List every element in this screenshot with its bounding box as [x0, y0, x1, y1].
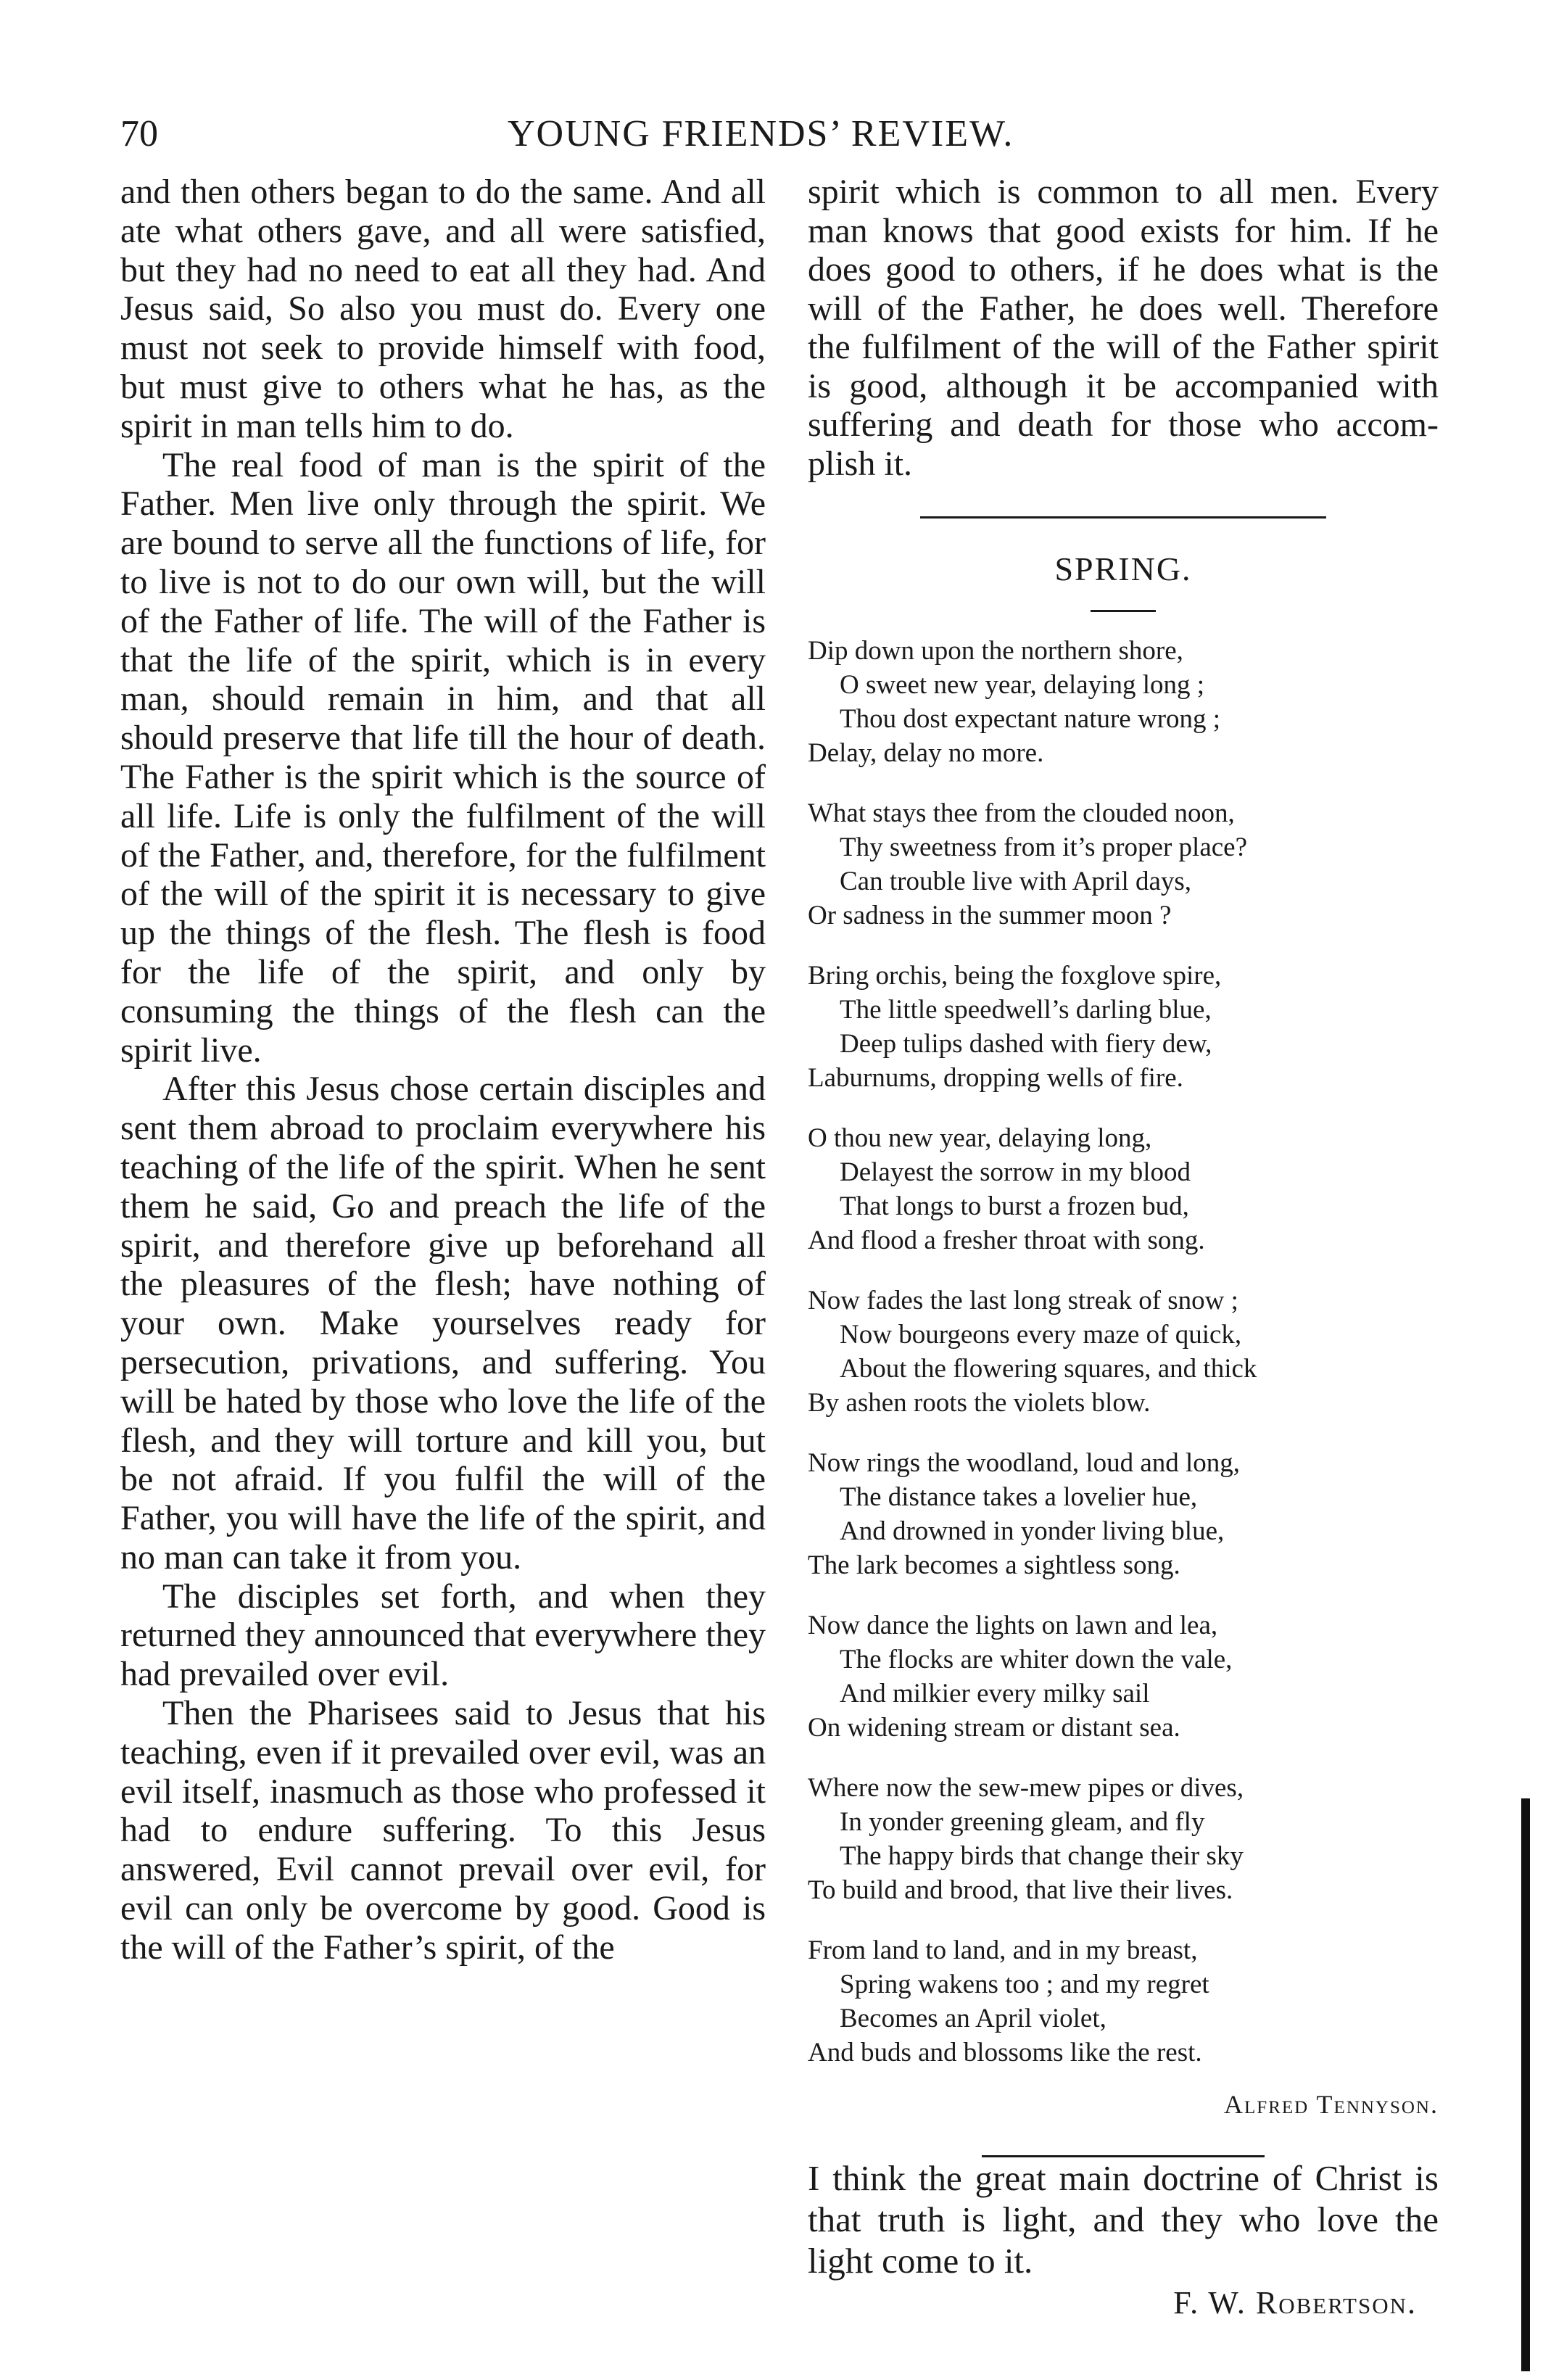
page-header — [0, 109, 1543, 167]
paragraph-continuation: spirit which is common to all men. Every man knows that good exists for him. If he does good to others, if he does what is the will of the Father, he does well. Therefore the fulfilment of the will of the Father spirit is good, although it be accompanied with suffering and death for those who accomplish it. — [808, 173, 1439, 483]
poem-line: To build and brood, that live their lives. — [808, 1875, 1233, 1905]
poem-stanza — [808, 959, 1439, 1095]
poem-line: O thou new year, delaying long, — [808, 1123, 1152, 1153]
right-column — [808, 173, 1439, 2325]
poem-line: And drowned in yonder living blue, — [840, 1516, 1225, 1546]
poem-line: By ashen roots the violets blow. — [808, 1388, 1151, 1418]
poem-stanza — [808, 1608, 1439, 1745]
paragraph: The real food of man is the spirit of the Father. Men live only through the spirit. We are bound to serve all the functions of life, for to live is not to do our own will, but the will of the Father of life. The will of the Father is that the life of the spirit, which is in every man, should remain in him, and that all should preserve that life till the hour of death. The Father is the spirit which is the source of all life. Life is only the fulfilment of the will of the Father, and, therefore, for the fulfilment of the will of the spirit it is necessary to give up the things of the flesh. The flesh is food for the life of the spirit, and only by consuming the things of the flesh can the spirit live. — [120, 445, 766, 1070]
poem-line: In yonder greening gleam, and fly — [840, 1807, 1205, 1837]
paragraph: The disciples set forth, and when they returned they announced that everywhere they had prevailed over evil. — [120, 1577, 766, 1694]
section-divider — [920, 516, 1326, 518]
left-column — [120, 173, 766, 1967]
poem-attribution: Alfred Tennyson. — [1224, 2090, 1439, 2119]
poem-line: The lark becomes a sightless song. — [808, 1550, 1180, 1580]
quote-text: I think the great main doctrine of Christ is that truth is light, and they who love the light come to it. — [808, 2158, 1439, 2281]
paragraph: and then others began to do the same. And all ate what others gave, and all were satisfied, but they had no need to eat all they had. And Jesus said, So also you must do. Every one must not seek to provide himself with food, but must give to others what he has, as the spirit in man tells him to do. — [120, 173, 766, 445]
poem — [808, 634, 1439, 2070]
poem-stanza — [808, 1771, 1439, 1907]
poem-line: Or sadness in the summer moon ? — [808, 901, 1172, 930]
poem-line: Bring orchis, being the foxglove spire, — [808, 961, 1222, 991]
poem-line: The flocks are whiter down the vale, — [840, 1645, 1233, 1674]
poem-line: And milkier every milky sail — [840, 1679, 1150, 1708]
poem-line: Dip down upon the northern shore, — [808, 636, 1183, 666]
paragraph: Then the Pharisees said to Jesus that his teaching, even if it prevailed over evil, was an evil itself, inasmuch as those who professed it had to endure suffering. To this Jesus answered, Evil cannot prevail over evil, for evil can only be overcome by good. Good is the will of the Father’s spirit, of the — [120, 1694, 766, 1967]
scan-margin-edge — [1521, 1798, 1530, 2371]
page-number: 70 — [120, 113, 158, 154]
poem-stanza — [808, 634, 1439, 770]
poem-line: Laburnums, dropping wells of fire. — [808, 1063, 1183, 1093]
poem-stanza — [808, 1933, 1439, 2070]
poem-line: Now dance the lights on lawn and lea, — [808, 1611, 1218, 1640]
poem-stanza — [808, 1284, 1439, 1420]
poem-line: Thou dost expectant nature wrong ; — [840, 704, 1221, 734]
poem-line: Now fades the last long streak of snow ; — [808, 1286, 1238, 1315]
poem-line: Now rings the woodland, loud and long, — [808, 1448, 1241, 1478]
poem-line: The little speedwell’s darling blue, — [840, 995, 1212, 1025]
quote-attribution: F. W. Robertson. — [1173, 2285, 1417, 2321]
poem-line: On widening stream or distant sea. — [808, 1713, 1180, 1743]
poem-line: From land to land, and in my breast, — [808, 1935, 1198, 1965]
poem-line: That longs to burst a frozen bud, — [840, 1191, 1189, 1221]
poem-line: What stays thee from the clouded noon, — [808, 798, 1235, 828]
poem-line: The distance takes a lovelier hue, — [840, 1482, 1198, 1512]
poem-line: About the flowering squares, and thick — [840, 1354, 1257, 1384]
poem-line: Becomes an April violet, — [840, 2004, 1106, 2033]
poem-line: Spring wakens too ; and my regret — [840, 1970, 1209, 1999]
poem-line: And flood a fresher throat with song. — [808, 1226, 1205, 1255]
poem-stanza — [808, 1121, 1439, 1257]
running-title: YOUNG FRIENDS’ REVIEW. — [508, 113, 1014, 154]
poem-line: And buds and blossoms like the rest. — [808, 2038, 1202, 2067]
poem-line: Now bourgeons every maze of quick, — [840, 1320, 1242, 1350]
title-rule — [1091, 610, 1156, 612]
poem-line: O sweet new year, delaying long ; — [840, 670, 1205, 700]
poem-line: Where now the sew-mew pipes or dives, — [808, 1773, 1244, 1803]
poem-line: Deep tulips dashed with fiery dew, — [840, 1029, 1212, 1059]
poem-line: Thy sweetness from it’s proper place? — [840, 832, 1248, 862]
paragraph: After this Jesus chose certain disciples and sent them abroad to proclaim everywhere his teaching of the life of the spirit. When he sent them he said, Go and preach the life of the spirit, and therefore give up beforehand all the pleasures of the flesh; have nothing of your own. Make yourselves ready for persecution, privations, and suffering. You will be hated by those who love the life of the flesh, and they will torture and kill you, but be not afraid. If you fulfil the will of the Father, you will have the life of the spirit, and no man can take it from you. — [120, 1070, 766, 1577]
poem-line: The happy birds that change their sky — [840, 1841, 1244, 1871]
poem-stanza — [808, 796, 1439, 933]
poem-line: Delay, delay no more. — [808, 738, 1044, 768]
poem-line: Delayest the sorrow in my blood — [840, 1157, 1191, 1187]
poem-line: Can trouble live with April days, — [840, 867, 1192, 896]
poem-title: SPRING. — [1054, 550, 1192, 587]
poem-stanza — [808, 1446, 1439, 1582]
